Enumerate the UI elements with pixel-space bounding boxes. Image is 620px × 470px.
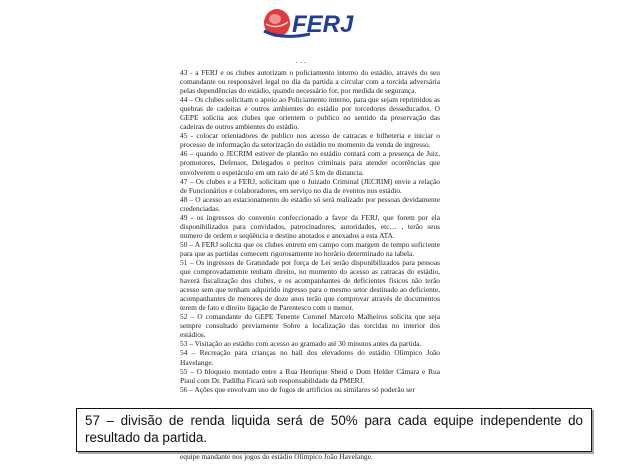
highlighted-clause-57 [76, 408, 592, 452]
clause-46: 46 – quando o JECRIM estiver de plantão no estádio contará com a presença de Juiz, promotores, Defensor, Delegados e peritos criminais para atender ocorrências que envolverem o espetáculo em um raio de até 5 km de distancia. [180, 149, 440, 177]
clause-45: 45 - colocar orientadores de publico nos acesso de catracas e bilheteria e iniciar o processo de informação da setorização do estádio no momento da venda de ingresso. [180, 131, 440, 150]
clause-43: 43 - a FERJ e os clubes autorizam o policiamento interno do estádio, através do seu comandante ou responsável legal no dia da partida a circular com a torcida adversária pelas dependências do estádio, quando necessário for, por medida de segurança. [180, 68, 440, 96]
ellipsis: ... [296, 56, 308, 65]
clause-55: 55 – O bloqueio montado entre a Rua Henrique Sheid e Dom Helder Câmara e Rua Piauí com Dr. Padilha Ficará sob responsabilidade da PMERJ. [180, 366, 440, 385]
ferj-logo-icon [262, 4, 368, 42]
clause-53: 53 – Visitação ao estádio com acesso ao gramado até 30 minutos antes da partida. [180, 339, 422, 349]
clause-49: 49 - os ingressos do convenio confeccionado a favor da FERJ, que forem por ela disponibilizados para convidados, patrocinadores, autoridades, etc… , terão seus numero de ordem e seqüência e destino anotados e anexados a esta ATA. [180, 212, 440, 240]
highlight-text: 57 – divisão de renda liquida será de 50% para cada equipe independente do resultado da partida. [85, 413, 583, 445]
ferj-logo [262, 4, 368, 42]
clause-47: 47 – Os clubes e a FERJ, solicitam que o Juizado Criminal (JECRIM) envie a relação de Funcionários e colaboradores, em serviço no dia de eventos nos estádio. [180, 176, 440, 195]
clause-54: 54 – Recreação para crianças no hall dos elevadores do estádio Olímpico João Havelange. [180, 348, 440, 367]
clause-51: 51 – Os ingressos de Gratuidade por força de Lei serão disponibilizados para pessoas que comprovadamente tenham direito, no momento do acesso as catracas do estádio, haverá fiscalização dos clubes, e os acompanhantes de deficientes físicos não terão acesso sem que tenham adquirido ingresso para o mesmo setor destinado ao deficiente, acompanhantes de menores de doze anos terão que comprovar através de documentos terem de fato e direito ligação de Parentesco com o menor. [180, 257, 440, 313]
clause-44: 44 – Os clubes solicitam o apoio ao Policiamento interno, para que sejam reprimidos as quebras de cadeiras e outros ambientes do estádio por torcedores desseducados. O GEPE solicita aos clubes que orientem o publico no sentido da preservação das cadeiras de outros ambientes do estádio. [180, 95, 440, 132]
clause-52: 52 – O comandante do GEPE Tenente Coronel Marcelo Malheiros solicita que seja sempre consultado previamente Sobre a localização das torcidas no interior dos estádios. [180, 312, 440, 340]
logo-text: FERJ [292, 11, 354, 38]
footer-line: equipe mandante nos jogos do estádio Olímpico João Havelange. [180, 452, 373, 461]
clause-48: 48 – O acesso ao estacionamento do estádio só será realizado por pessoas devidamente credenciadas. [180, 194, 440, 213]
clause-50: 50 – A FERJ solicita que os clubes entrem em campo com margem de tempo suficiente para que as partidas comecem rigorosamente no horário determinado na tabela. [180, 239, 440, 258]
document-body [180, 68, 440, 394]
clause-56: 56 – Ações que envolvam uso de fogos de artifícios ou similares só poderão ser [180, 384, 415, 394]
